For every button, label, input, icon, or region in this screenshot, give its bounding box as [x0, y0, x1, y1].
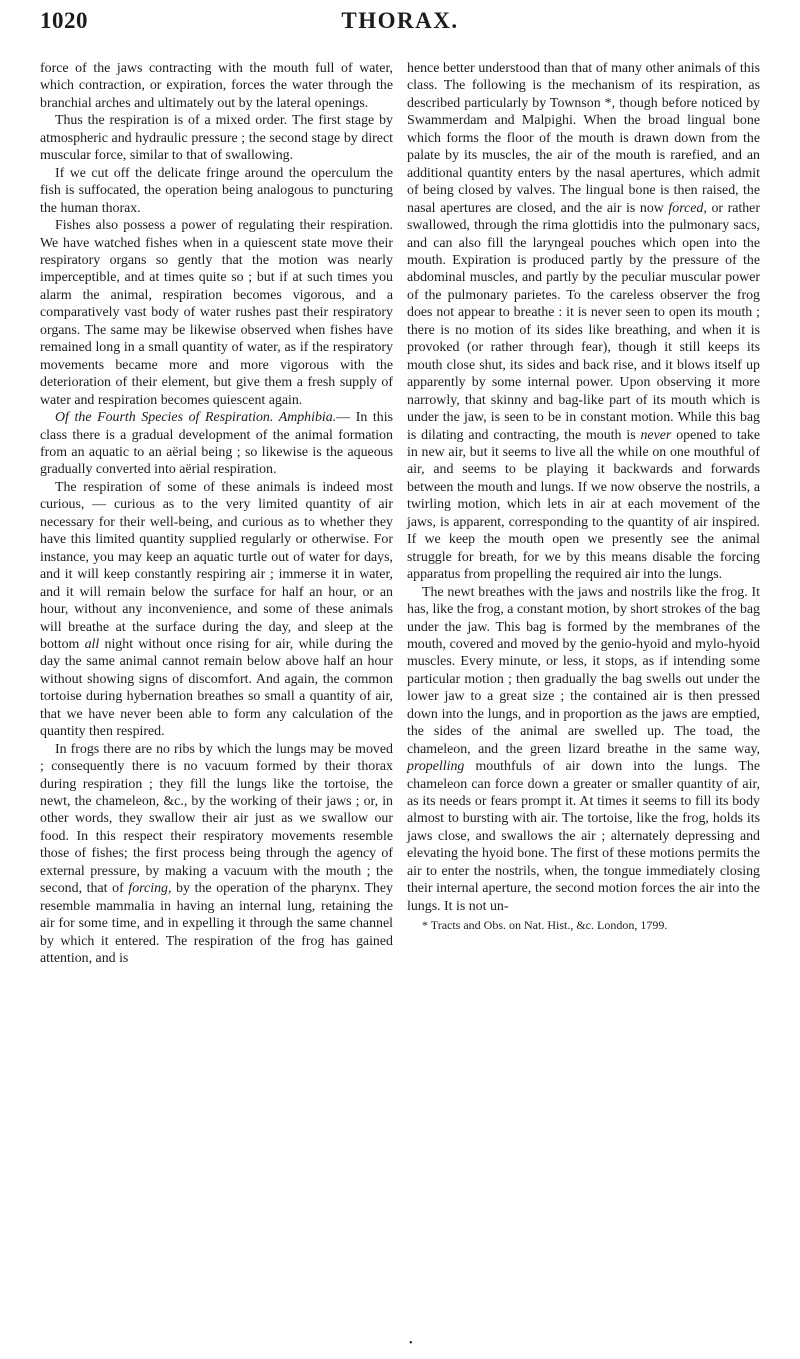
paragraph — [407, 60, 760, 584]
emphasis: forcing, — [128, 881, 172, 897]
emphasis: forced, — [668, 200, 707, 216]
paragraph-text: night without once rising for air, while during the day the same animal cannot remain below above half an hour without showing signs of discomfort. And again, the common tortoise during hybernation breathes so small a quantity of air, that we have never been able to form any calculation of the quantity then respired. — [40, 636, 393, 740]
paragraph: If we cut off the delicate fringe around the operculum the fish is suffocated, the operation being analogous to puncturing the human thorax. — [40, 165, 393, 216]
emphasis: all — [84, 636, 100, 652]
paragraph — [40, 479, 393, 741]
running-head: THORAX. — [341, 8, 459, 33]
footnote: * Tracts and Obs. on Nat. Hist., &c. London, 1799. — [422, 918, 668, 933]
paragraph-text: or rather swallowed, through the rima glottidis into the pulmonary sacs, and can also fill the laryngeal pouches which open into the mouth. Expiration is produced partly by the pressure of the abdominal muscles, and partly by the peculiar muscular power of the pulmonary parietes. To the careless observer the frog does not appear to breathe : it is never seen to open its mouth ; there is no motion of its sides like breathing, and when it is provoked (or rather through fear), though it still keeps its mouth close shut, its sides and back rise, and it blows itself up apparently by some internal power. Upon observing it more narrowly, that skinny and bag-like part of its mouth which is under the jaw, is seen to be in constant motion. While this bag is dilating and contracting, the mouth is — [407, 200, 760, 443]
paragraph: Fishes also possess a power of regulating their respiration. We have watched fishes when in a quiescent state move their respiratory organs so gently that the motion was nearly imperceptible, and at times quite so ; but if at such times you alarm the animal, respiration becomes vigorous, and a comparatively vast body of water rushes past their respiratory organs. The same may be likewise observed when fishes have remained long in a small quantity of water, as if the respiratory movements became more and more vigorous with the deterioration of their element, but give them a fresh supply of water and respiration becomes quiescent again. — [40, 218, 393, 408]
paragraph-text: mouthfuls of air down into the lungs. The chameleon can force down a greater or smaller quantity of air, as its needs or fears prompt it. At times it seems to fill its body almost to bursting with air. The tortoise, like the frog, holds its jaws close, and swallows the air ; alternately depressing and elevating the hyoid bone. The first of these motions permits the air to enter the nostrils, when, the tongue immediately closing their internal aperture, the second motion forces the air into the lungs. It is not un- — [407, 759, 760, 914]
paragraph-text: The respiration of some of these animals is indeed most curious, — curious as to the very limited quantity of air necessary for their well-being, and curious as to whether they have this limited quantity supplied regularly or otherwise. For instance, you may keep an aquatic turtle out of water for days, and it will keep constantly respiring air ; immerse it in water, and it will remain below the surface for half an hour, or an hour, without any inconvenience, and some of these animals will breathe at the surface during the day, and sleep at the bottom — [40, 479, 393, 652]
paragraph-text: — In this class there is a gradual development of the animal formation from an aquatic to an aërial being ; so likewise is the aqueous gradually converted into aërial respiration. — [40, 410, 393, 478]
page-number: 1020 — [40, 8, 88, 33]
emphasis: never — [640, 427, 672, 443]
paragraph — [40, 409, 393, 479]
paragraph — [40, 741, 393, 968]
paragraph-text: opened to take in new air, but it seems to live all the while on one mouthful of air, and seems to be playing it backwards and forwards between the mouth and lungs. If we now observe the nostrils, a twirling motion, which lets in air at each movement of the jaws, is apparent, corresponding to the quantity of air inspired. If we keep the mouth open we presently see the animal struggle for breath, for we by this means disable the forcing apparatus from propelling the required air into the lungs. — [407, 427, 760, 583]
paragraph-text: In frogs there are no ribs by which the lungs may be moved ; consequently there is no vacuum formed by their thorax during respiration ; they fill the lungs like the tortoise, the newt, the chameleon, &c., by the working of their jaws ; or, in other words, they swallow their air just as we swallow our food. In this respect their respiratory movements resemble those of fishes; the first process being through the agency of external pressure, by making a vacuum with the mouth ; the second, that of — [40, 741, 393, 897]
left-column — [40, 60, 393, 968]
section-heading: Of the Fourth Species of Respiration. Amphibia. — [55, 410, 337, 426]
paragraph: Thus the respiration is of a mixed order. The first stage by atmospheric and hydraulic pressure ; the second stage by direct muscular force, similar to that of swallowing. — [40, 113, 393, 164]
printer-mark: • — [409, 1338, 413, 1349]
paragraph-text: by the operation of the pharynx. They resemble mammalia in having an internal lung, retaining the air for some time, and in expelling it through the same channel by which it entered. The respiration of the frog has gained attention, and is — [40, 881, 393, 967]
paragraph: force of the jaws contracting with the mouth full of water, which contraction, or expiration, forces the water through the branchial arches and ultimately out by the lateral openings. — [40, 61, 393, 111]
paragraph — [407, 584, 760, 916]
paragraph-text: hence better understood than that of many other animals of this class. The following is the mechanism of its respiration, as described particularly by Townson *, though before noticed by Swammerdam and Malpighi. When the broad lingual bone which forms the floor of the mouth is drawn down from the palate by its muscles, the air of the mouth is rarefied, and an additional quantity enters by the nasal apertures, which admit of being closed by valves. The lingual bone is then raised, the nasal apertures are closed, and the air is now — [407, 61, 760, 216]
right-column — [407, 60, 760, 933]
paragraph-text: The newt breathes with the jaws and nostrils like the frog. It has, like the frog, a constant motion, by short strokes of the bag under the jaw. This bag is formed by the membranes of the mouth, covered and moved by the genio-hyoid and mylo-hyoid muscles. Every minute, or less, it stops, as if intending some particular motion ; then gradually the bag swells out under the lower jaw to a great size ; the contained air is then pressed down into the lungs, and in proportion as the jaws are emptied, the sides of the animal are swelled up. The toad, the chameleon, and the green lizard breathe in the same way, — [407, 584, 760, 757]
page-header — [40, 8, 760, 48]
emphasis: propelling — [407, 759, 465, 775]
